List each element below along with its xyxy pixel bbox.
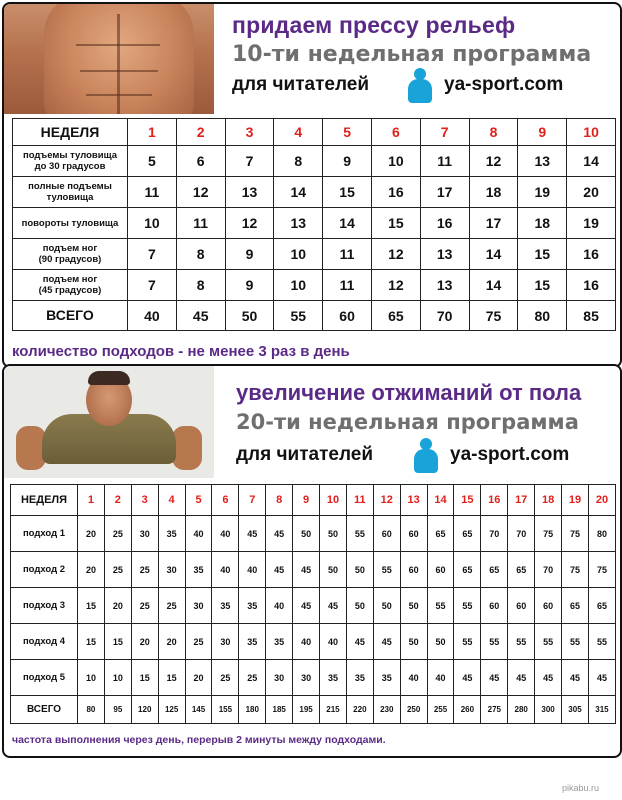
- rep-count: 20: [104, 588, 131, 624]
- abs-title: придаем прессу рельеф: [232, 12, 516, 38]
- exercise-label: [13, 270, 128, 301]
- total-count: 300: [535, 696, 562, 724]
- total-count: 80: [78, 696, 105, 724]
- rep-count: 20: [567, 177, 616, 208]
- rep-count: 65: [454, 516, 481, 552]
- rep-count: 13: [225, 177, 274, 208]
- exercise-label-line: подъемы туловища: [22, 150, 118, 161]
- exercise-label-line: (90 градусов): [38, 254, 102, 265]
- week-number: 4: [274, 119, 323, 146]
- week-number: 4: [158, 485, 185, 516]
- rep-count: 14: [323, 208, 372, 239]
- rep-count: 80: [588, 516, 615, 552]
- rep-count: 60: [508, 588, 535, 624]
- rep-count: 13: [420, 270, 469, 301]
- rep-count: 45: [454, 660, 481, 696]
- rep-count: 14: [274, 177, 323, 208]
- total-count: 125: [158, 696, 185, 724]
- set-row: [11, 624, 616, 660]
- rep-count: 25: [212, 660, 239, 696]
- rep-count: 70: [508, 516, 535, 552]
- rep-count: 6: [176, 146, 225, 177]
- rep-count: 15: [371, 208, 420, 239]
- rep-count: 35: [346, 660, 373, 696]
- rep-count: 10: [274, 239, 323, 270]
- rep-count: 18: [518, 208, 567, 239]
- rep-count: 25: [158, 588, 185, 624]
- rep-count: 10: [78, 660, 105, 696]
- week-number: 9: [293, 485, 320, 516]
- watermark: pikabu.ru: [562, 783, 600, 793]
- rep-count: 35: [373, 660, 400, 696]
- rep-count: 55: [454, 588, 481, 624]
- rep-count: 17: [420, 177, 469, 208]
- week-number: 5: [323, 119, 372, 146]
- exercise-label: [13, 177, 128, 208]
- rep-count: 75: [562, 516, 589, 552]
- total-count: 260: [454, 696, 481, 724]
- exercise-row: [13, 146, 616, 177]
- rep-count: 50: [346, 588, 373, 624]
- pushup-program-section: [2, 364, 622, 758]
- abs-site-link[interactable]: ya-sport.com: [444, 74, 564, 95]
- exercise-row: [13, 270, 616, 301]
- rep-count: 10: [274, 270, 323, 301]
- rep-count: 45: [535, 660, 562, 696]
- pushup-subtitle: 20-ти недельная программа: [236, 410, 579, 434]
- total-count: 80: [518, 301, 567, 331]
- rep-count: 25: [185, 624, 212, 660]
- total-count: 85: [567, 301, 616, 331]
- rep-count: 15: [78, 588, 105, 624]
- abs-schedule-table: [12, 118, 616, 331]
- week-number: 8: [469, 119, 518, 146]
- rep-count: 15: [78, 624, 105, 660]
- rep-count: 45: [293, 552, 320, 588]
- total-count: 70: [420, 301, 469, 331]
- week-number: 13: [400, 485, 427, 516]
- week-number: 18: [535, 485, 562, 516]
- total-count: 65: [371, 301, 420, 331]
- rep-count: 55: [588, 624, 615, 660]
- set-row: [11, 588, 616, 624]
- total-count: 220: [346, 696, 373, 724]
- total-count: 250: [400, 696, 427, 724]
- rep-count: 16: [567, 239, 616, 270]
- runner-logo-icon: [405, 68, 435, 104]
- total-count: 315: [588, 696, 615, 724]
- rep-count: 25: [131, 588, 158, 624]
- rep-count: 15: [323, 177, 372, 208]
- exercise-row: [13, 208, 616, 239]
- rep-count: 30: [212, 624, 239, 660]
- total-label: ВСЕГО: [13, 301, 128, 331]
- exercise-label-line: подъем ног: [42, 274, 98, 285]
- rep-count: 45: [266, 552, 293, 588]
- pushup-title: увеличение отжиманий от пола: [236, 380, 582, 405]
- week-number: 7: [239, 485, 266, 516]
- exercise-label: [13, 208, 128, 239]
- rep-count: 65: [454, 552, 481, 588]
- rep-count: 45: [346, 624, 373, 660]
- week-number: 16: [481, 485, 508, 516]
- total-count: 120: [131, 696, 158, 724]
- rep-count: 40: [212, 516, 239, 552]
- rep-count: 8: [176, 239, 225, 270]
- pushup-site-link[interactable]: ya-sport.com: [450, 444, 570, 465]
- exercise-label-line: до 30 градусов: [34, 161, 106, 172]
- rep-count: 16: [371, 177, 420, 208]
- week-number: 9: [518, 119, 567, 146]
- rep-count: 30: [185, 588, 212, 624]
- pushup-readers-label: для читателей: [236, 444, 374, 465]
- rep-count: 11: [420, 146, 469, 177]
- rep-count: 40: [427, 660, 454, 696]
- rep-count: 20: [158, 624, 185, 660]
- rep-count: 75: [588, 552, 615, 588]
- week-number: 5: [185, 485, 212, 516]
- week-header-label: НЕДЕЛЯ: [11, 485, 78, 516]
- rep-count: 35: [239, 588, 266, 624]
- rep-count: 65: [481, 552, 508, 588]
- rep-count: 30: [158, 552, 185, 588]
- rep-count: 11: [323, 239, 372, 270]
- rep-count: 60: [373, 516, 400, 552]
- table-header-row: [11, 485, 616, 516]
- total-count: 195: [293, 696, 320, 724]
- rep-count: 30: [131, 516, 158, 552]
- rep-count: 65: [588, 588, 615, 624]
- rep-count: 14: [469, 270, 518, 301]
- total-count: 280: [508, 696, 535, 724]
- week-number: 19: [562, 485, 589, 516]
- week-number: 14: [427, 485, 454, 516]
- set-label: подход 5: [11, 660, 78, 696]
- rep-count: 14: [567, 146, 616, 177]
- rep-count: 19: [567, 208, 616, 239]
- rep-count: 45: [562, 660, 589, 696]
- rep-count: 7: [128, 239, 177, 270]
- total-count: 255: [427, 696, 454, 724]
- set-row: [11, 660, 616, 696]
- rep-count: 18: [469, 177, 518, 208]
- rep-count: 60: [535, 588, 562, 624]
- week-number: 12: [373, 485, 400, 516]
- rep-count: 9: [323, 146, 372, 177]
- rep-count: 50: [400, 588, 427, 624]
- rep-count: 17: [469, 208, 518, 239]
- exercise-label-line: туловища: [46, 192, 94, 203]
- exercise-row: [13, 239, 616, 270]
- rep-count: 50: [293, 516, 320, 552]
- rep-count: 50: [320, 516, 347, 552]
- rep-count: 50: [400, 624, 427, 660]
- rep-count: 13: [518, 146, 567, 177]
- exercise-row: [13, 177, 616, 208]
- rep-count: 40: [293, 624, 320, 660]
- week-number: 3: [225, 119, 274, 146]
- exercise-label: [13, 146, 128, 177]
- rep-count: 16: [420, 208, 469, 239]
- total-row: [13, 301, 616, 331]
- rep-count: 40: [320, 624, 347, 660]
- rep-count: 9: [225, 239, 274, 270]
- rep-count: 55: [454, 624, 481, 660]
- rep-count: 45: [373, 624, 400, 660]
- rep-count: 15: [518, 239, 567, 270]
- total-count: 185: [266, 696, 293, 724]
- rep-count: 12: [371, 270, 420, 301]
- rep-count: 40: [185, 516, 212, 552]
- rep-count: 16: [567, 270, 616, 301]
- exercise-label-line: (45 градусов): [38, 285, 102, 296]
- exercise-label-line: подъем ног: [42, 243, 98, 254]
- rep-count: 30: [293, 660, 320, 696]
- week-number: 10: [567, 119, 616, 146]
- rep-count: 40: [239, 552, 266, 588]
- total-count: 230: [373, 696, 400, 724]
- week-number: 1: [78, 485, 105, 516]
- exercise-label-line: повороты туловища: [21, 217, 119, 229]
- rep-count: 35: [320, 660, 347, 696]
- rep-count: 50: [373, 588, 400, 624]
- rep-count: 45: [508, 660, 535, 696]
- total-count: 40: [128, 301, 177, 331]
- rep-count: 15: [104, 624, 131, 660]
- table-header-row: [13, 119, 616, 146]
- rep-count: 12: [176, 177, 225, 208]
- set-row: [11, 516, 616, 552]
- week-number: 8: [266, 485, 293, 516]
- total-count: 50: [225, 301, 274, 331]
- total-count: 180: [239, 696, 266, 724]
- set-label: подход 3: [11, 588, 78, 624]
- rep-count: 13: [274, 208, 323, 239]
- total-count: 60: [323, 301, 372, 331]
- total-label: ВСЕГО: [11, 696, 78, 724]
- rep-count: 11: [128, 177, 177, 208]
- rep-count: 55: [535, 624, 562, 660]
- rep-count: 20: [78, 516, 105, 552]
- rep-count: 55: [346, 516, 373, 552]
- rep-count: 7: [225, 146, 274, 177]
- pushup-note: частота выполнения через день, перерыв 2 минуты между подходами.: [12, 734, 386, 746]
- week-number: 10: [320, 485, 347, 516]
- rep-count: 65: [562, 588, 589, 624]
- set-label: подход 1: [11, 516, 78, 552]
- total-count: 275: [481, 696, 508, 724]
- rep-count: 20: [185, 660, 212, 696]
- rep-count: 35: [266, 624, 293, 660]
- rep-count: 10: [371, 146, 420, 177]
- rep-count: 25: [104, 552, 131, 588]
- rep-count: 60: [400, 516, 427, 552]
- week-number: 1: [128, 119, 177, 146]
- rep-count: 15: [131, 660, 158, 696]
- rep-count: 45: [588, 660, 615, 696]
- rep-count: 12: [469, 146, 518, 177]
- exercise-label-line: полные подъемы: [28, 181, 112, 192]
- rep-count: 13: [420, 239, 469, 270]
- rep-count: 40: [212, 552, 239, 588]
- set-row: [11, 552, 616, 588]
- rep-count: 15: [518, 270, 567, 301]
- week-number: 3: [131, 485, 158, 516]
- week-number: 6: [371, 119, 420, 146]
- rep-count: 15: [158, 660, 185, 696]
- rep-count: 9: [225, 270, 274, 301]
- week-number: 7: [420, 119, 469, 146]
- rep-count: 35: [158, 516, 185, 552]
- pushup-schedule-table: [10, 484, 616, 724]
- rep-count: 25: [131, 552, 158, 588]
- abs-photo: [4, 4, 214, 114]
- rep-count: 35: [185, 552, 212, 588]
- rep-count: 60: [481, 588, 508, 624]
- rep-count: 45: [293, 588, 320, 624]
- runner-logo-icon: [411, 438, 441, 474]
- rep-count: 19: [518, 177, 567, 208]
- rep-count: 55: [562, 624, 589, 660]
- week-number: 17: [508, 485, 535, 516]
- rep-count: 50: [427, 624, 454, 660]
- rep-count: 55: [508, 624, 535, 660]
- rep-count: 35: [212, 588, 239, 624]
- rep-count: 25: [239, 660, 266, 696]
- rep-count: 8: [274, 146, 323, 177]
- rep-count: 55: [373, 552, 400, 588]
- total-count: 305: [562, 696, 589, 724]
- week-number: 15: [454, 485, 481, 516]
- abs-note: количество подходов - не менее 3 раз в день: [12, 343, 350, 360]
- rep-count: 60: [400, 552, 427, 588]
- abs-program-section: [2, 2, 622, 368]
- set-label: подход 2: [11, 552, 78, 588]
- week-number: 2: [176, 119, 225, 146]
- rep-count: 45: [481, 660, 508, 696]
- rep-count: 60: [427, 552, 454, 588]
- rep-count: 20: [78, 552, 105, 588]
- rep-count: 25: [104, 516, 131, 552]
- rep-count: 40: [266, 588, 293, 624]
- rep-count: 35: [239, 624, 266, 660]
- rep-count: 75: [535, 516, 562, 552]
- rep-count: 14: [469, 239, 518, 270]
- rep-count: 8: [176, 270, 225, 301]
- rep-count: 45: [320, 588, 347, 624]
- week-number: 20: [588, 485, 615, 516]
- rep-count: 10: [128, 208, 177, 239]
- pushup-photo: [4, 366, 214, 478]
- rep-count: 75: [562, 552, 589, 588]
- rep-count: 10: [104, 660, 131, 696]
- rep-count: 55: [427, 588, 454, 624]
- rep-count: 20: [131, 624, 158, 660]
- rep-count: 7: [128, 270, 177, 301]
- week-number: 6: [212, 485, 239, 516]
- set-label: подход 4: [11, 624, 78, 660]
- rep-count: 45: [239, 516, 266, 552]
- total-count: 155: [212, 696, 239, 724]
- rep-count: 50: [346, 552, 373, 588]
- week-number: 11: [346, 485, 373, 516]
- rep-count: 11: [176, 208, 225, 239]
- rep-count: 12: [371, 239, 420, 270]
- rep-count: 50: [320, 552, 347, 588]
- total-count: 45: [176, 301, 225, 331]
- rep-count: 11: [323, 270, 372, 301]
- rep-count: 12: [225, 208, 274, 239]
- rep-count: 65: [508, 552, 535, 588]
- total-count: 215: [320, 696, 347, 724]
- exercise-label: [13, 239, 128, 270]
- week-number: 2: [104, 485, 131, 516]
- rep-count: 45: [266, 516, 293, 552]
- total-count: 55: [274, 301, 323, 331]
- rep-count: 70: [481, 516, 508, 552]
- rep-count: 5: [128, 146, 177, 177]
- abs-readers-label: для читателей: [232, 74, 370, 95]
- total-count: 75: [469, 301, 518, 331]
- week-header-label: НЕДЕЛЯ: [13, 119, 128, 146]
- rep-count: 30: [266, 660, 293, 696]
- rep-count: 65: [427, 516, 454, 552]
- total-row: [11, 696, 616, 724]
- rep-count: 55: [481, 624, 508, 660]
- abs-subtitle: 10-ти недельная программа: [232, 42, 592, 67]
- rep-count: 40: [400, 660, 427, 696]
- total-count: 145: [185, 696, 212, 724]
- rep-count: 70: [535, 552, 562, 588]
- total-count: 95: [104, 696, 131, 724]
